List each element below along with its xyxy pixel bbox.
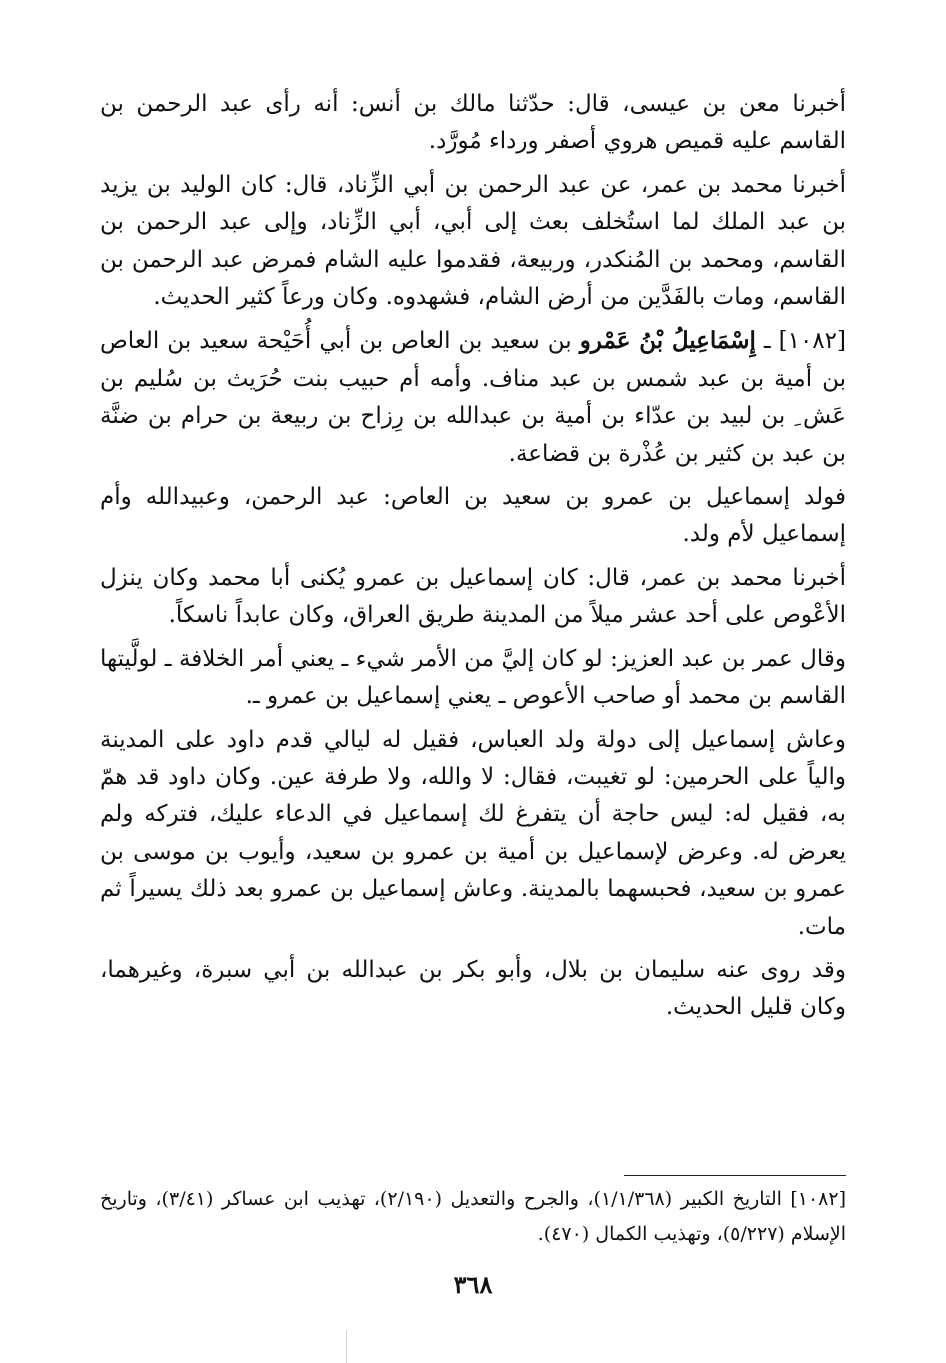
paragraph-7: وقد روى عنه سليمان بن بلال، وأبو بكر بن عبدالله بن أبي سبرة، وغيرهما، وكان قليل الحديث. (100, 956, 846, 1021)
entry-paragraph (100, 322, 846, 473)
paragraph-5: وقال عمر بن عبد العزيز: لو كان إليَّ من الأمر شيء ـ يعني أمر الخلافة ـ لولَّيتها القاسم بن محمد أو صاحب الأعوص ـ يعني إسماعيل بن عمرو ـ. (100, 645, 846, 710)
footnote: [١٠٨٢] التاريخ الكبير (١/١/٣٦٨)، والجرح والتعديل (٢/١٩٠)، تهذيب ابن عساكر (٣/٤١)، وتاريخ الإسلام (٥/٢٢٧)، وتهذيب الكمال (٤٧٠). (100, 1188, 847, 1245)
paragraph-2: أخبرنا محمد بن عمر، عن عبد الرحمن بن أبي الزِّناد، قال: كان الوليد بن يزيد بن عبد الملك لما استُخلف بعث إلى أبي، أبي الزِّناد، وإلى عبد الرحمن بن القاسم، ومحمد بن المُنكدر، وربيعة، فقدموا عليه الشام فمرض عبد الرحمن بن القاسم، ومات بالفَدَّين من أرض الشام، فشهدوه. وكان ورعاً كثير الحديث. (100, 171, 846, 311)
main-text (100, 86, 846, 1033)
scan-artifact-line (346, 1330, 347, 1363)
paragraph-3: فولد إسماعيل بن عمرو بن سعيد بن العاص: عبد الرحمن، وعبيدالله وأم إسماعيل لأم ولد. (100, 484, 846, 548)
paragraph-1: أخبرنا معن بن عيسى، قال: حدّثنا مالك بن أنس: أنه رأى عبد الرحمن بن القاسم عليه قميص هروي أصفر ورداء مُورَّد. (100, 91, 846, 155)
entry-number: [١٠٨٢] ـ (763, 328, 846, 355)
entry-title: إِسْمَاعِيلُ بْنُ عَمْرو (579, 327, 756, 355)
paragraph-6: وعاش إسماعيل إلى دولة ولد العباس، فقيل له ليالي قدم داود على المدينة والياً على الحرمين: لو تغيبت، فقال: لا والله، ولا طرفة عين. وكان داود قد همّ به، فقيل له: ليس حاجة أن يتفرغ لك إسماعيل في الدعاء عليك، فتركه ولم يعرض له. وعرض لإسماعيل بن أمية بن عمرو بن سعيد، وأيوب بن موسى بن عمرو بن سعيد، فحبسهما بالمدينة. وعاش إسماعيل بن عمرو بعد ذلك يسيراً ثم مات. (100, 726, 846, 940)
footnote-divider (624, 1175, 846, 1176)
page-number: ٣٦٨ (453, 1270, 493, 1299)
entry-lineage: بن سعيد بن العاص بن أبي أُحَيْحة سعيد بن العاص بن أمية بن عبد شمس بن عبد مناف. وأمه أم حبيب بنت حُرَيث بن سُليم بن عَش ِ بن لبيد بن عدّاء بن أمية بن عبدالله بن رِزاح بن ربيعة بن حرام بن ضنَّة بن عبد بن كثير بن عُذْرة بن قضاعة. (100, 328, 846, 467)
paragraph-4: أخبرنا محمد بن عمر، قال: كان إسماعيل بن عمرو يُكنى أبا محمد وكان ينزل الأعْوص على أحد عشر ميلاً من المدينة طريق العراق، وكان عابداً ناسكاً. (100, 564, 846, 629)
